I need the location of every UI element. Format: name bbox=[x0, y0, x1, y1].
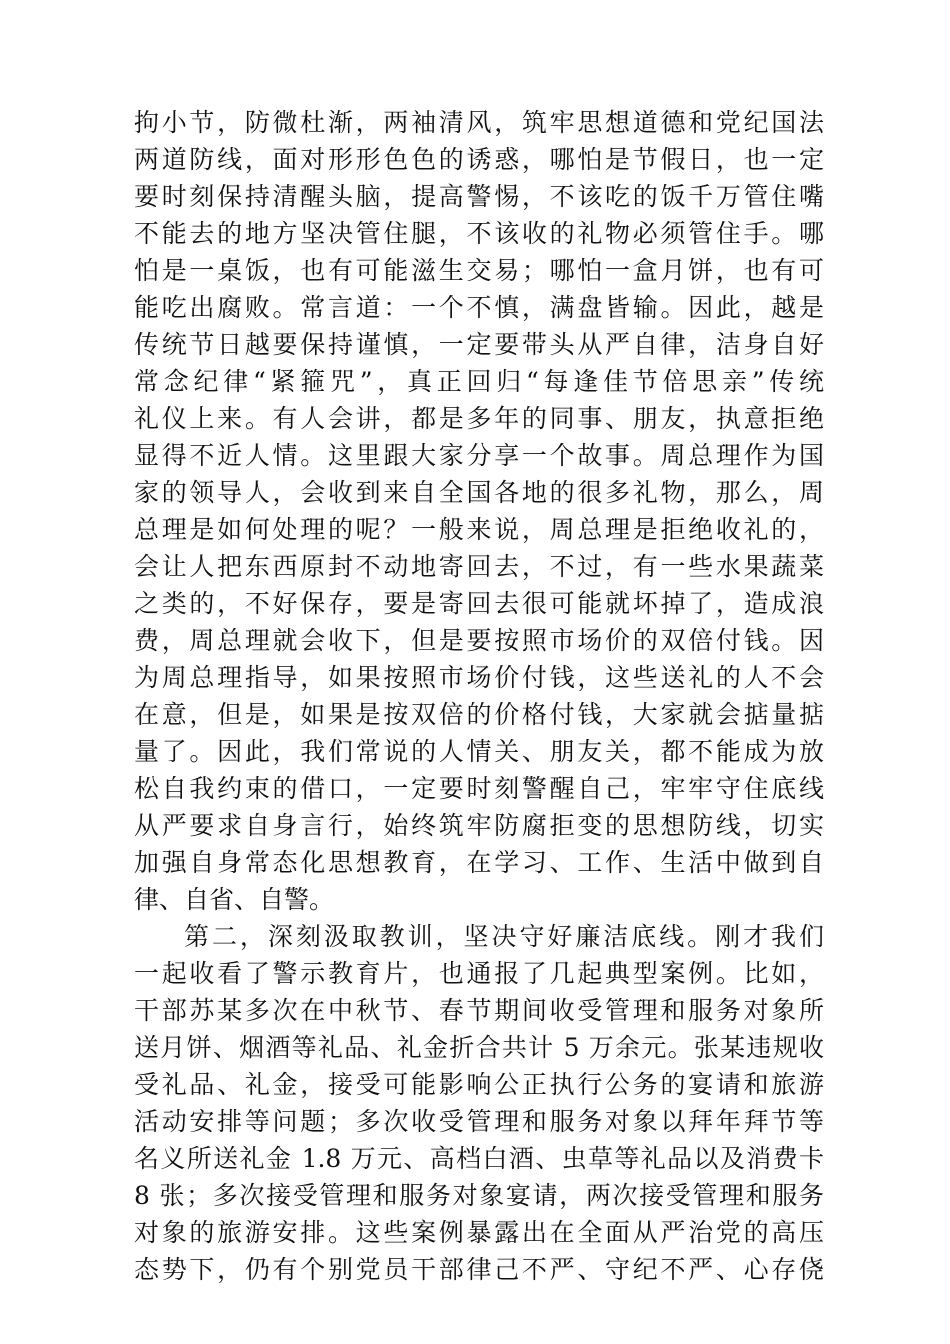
paragraph-1-line-12: 总理是如何处理的呢？一般来说，周总理是拒绝收礼的， bbox=[134, 515, 824, 544]
paragraph-1-line-8: 常念纪律“紧箍咒”，真正回归“每逢佳节倍思亲”传统 bbox=[134, 367, 824, 396]
paragraph-1-line-6: 能吃出腐败。常言道：一个不慎，满盘皆输。因此，越是 bbox=[134, 293, 824, 322]
paragraph-1-line-9: 礼仪上来。有人会讲，都是多年的同事、朋友，执意拒绝 bbox=[134, 404, 824, 433]
paragraph-1-line-15: 费，周总理就会收下，但是要按照市场价的双倍付钱。因 bbox=[134, 626, 824, 655]
paragraph-1-line-19: 松自我约束的借口，一定要时刻警醒自己，牢牢守住底线 bbox=[134, 774, 824, 803]
paragraph-1-line-11: 家的领导人，会收到来自全国各地的很多礼物，那么，周 bbox=[134, 478, 824, 507]
paragraph-2-line-1: 第二，深刻汲取教训，坚决守好廉洁底线。刚才我们 bbox=[184, 922, 824, 951]
document-body bbox=[134, 104, 824, 1288]
paragraph-1-line-22: 律、自省、自警。 bbox=[134, 885, 335, 914]
paragraph-1-line-3: 要时刻保持清醒头脑，提高警惕，不该吃的饭千万管住嘴 bbox=[134, 182, 824, 211]
paragraph-1-line-5: 怕是一桌饭，也有可能滋生交易；哪怕一盒月饼，也有可 bbox=[134, 256, 824, 285]
paragraph-2-line-2: 一起收看了警示教育片，也通报了几起典型案例。比如， bbox=[134, 959, 824, 988]
paragraph-2-line-6: 活动安排等问题；多次收受管理和服务对象以拜年拜节等 bbox=[134, 1107, 824, 1136]
paragraph-2-line-10: 态势下，仍有个别党员干部律己不严、守纪不严、心存侥 bbox=[134, 1255, 824, 1284]
paragraph-1-line-14: 之类的，不好保存，要是寄回去很可能就坏掉了，造成浪 bbox=[134, 589, 824, 618]
paragraph-2-line-7: 名义所送礼金 1.8 万元、高档白酒、虫草等礼品以及消费卡 bbox=[134, 1144, 824, 1173]
paragraph-1-line-2: 两道防线，面对形形色色的诱惑，哪怕是节假日，也一定 bbox=[134, 145, 824, 174]
paragraph-1-line-16: 为周总理指导，如果按照市场价付钱，这些送礼的人不会 bbox=[134, 663, 824, 692]
paragraph-1-line-7: 传统节日越要保持谨慎，一定要带头从严自律，洁身自好 bbox=[134, 330, 824, 359]
paragraph-2-line-4: 送月饼、烟酒等礼品、礼金折合共计 5 万余元。张某违规收 bbox=[134, 1033, 824, 1062]
paragraph-1-line-20: 从严要求自身言行，始终筑牢防腐拒变的思想防线，切实 bbox=[134, 811, 824, 840]
paragraph-1-line-10: 显得不近人情。这里跟大家分享一个故事。周总理作为国 bbox=[134, 441, 824, 470]
paragraph-1-line-1: 拘小节，防微杜渐，两袖清风，筑牢思想道德和党纪国法 bbox=[134, 108, 824, 137]
paragraph-1-line-18: 量了。因此，我们常说的人情关、朋友关，都不能成为放 bbox=[134, 737, 824, 766]
paragraph-1-line-21: 加强自身常态化思想教育，在学习、工作、生活中做到自 bbox=[134, 848, 824, 877]
paragraph-1-line-4: 不能去的地方坚决管住腿，不该收的礼物必须管住手。哪 bbox=[134, 219, 824, 248]
paragraph-2-line-3: 干部苏某多次在中秋节、春节期间收受管理和服务对象所 bbox=[134, 996, 824, 1025]
paragraph-2-line-8: 8 张；多次接受管理和服务对象宴请，两次接受管理和服务 bbox=[134, 1181, 824, 1210]
paragraph-1-line-17: 在意，但是，如果是按双倍的价格付钱，大家就会掂量掂 bbox=[134, 700, 824, 729]
paragraph-2-line-5: 受礼品、礼金，接受可能影响公正执行公务的宴请和旅游 bbox=[134, 1070, 824, 1099]
paragraph-1-line-13: 会让人把东西原封不动地寄回去，不过，有一些水果蔬菜 bbox=[134, 552, 824, 581]
paragraph-2-line-9: 对象的旅游安排。这些案例暴露出在全面从严治党的高压 bbox=[134, 1218, 824, 1247]
